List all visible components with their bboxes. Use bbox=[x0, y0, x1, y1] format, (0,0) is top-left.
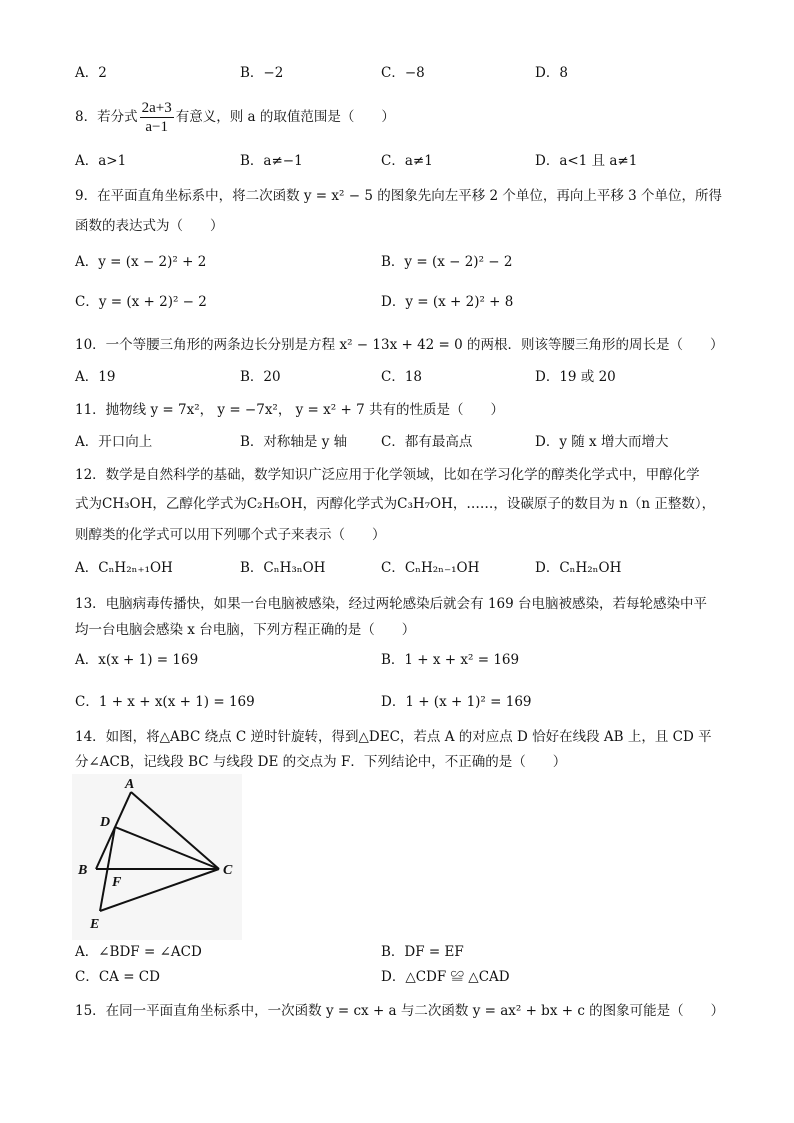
q9-option-b: B．y = (x − 2)² − 2 bbox=[381, 254, 513, 270]
q8-option-a: A．a>1 bbox=[75, 153, 127, 169]
q12-option-c: C．CₙH₂ₙ₋₁OH bbox=[381, 560, 480, 576]
q9-option-c: C．y = (x + 2)² − 2 bbox=[75, 294, 207, 310]
q12-stem-line1: 12．数学是自然科学的基础，数学知识广泛应用于化学领域，比如在学习化学的醇类化学式中，甲醇化学 bbox=[75, 467, 700, 483]
label-B: B bbox=[78, 863, 88, 878]
q9-option-a: A．y = (x − 2)² + 2 bbox=[75, 254, 207, 270]
q8-suffix: 有意义，则 a 的取值范围是（ ） bbox=[175, 109, 395, 125]
q14-stem-line2: 分∠ACB，记线段 BC 与线段 DE 的交点为 F．下列结论中，不正确的是（ ） bbox=[75, 754, 567, 770]
label-F: F bbox=[112, 875, 122, 890]
q11-option-c: C．都有最高点 bbox=[381, 434, 473, 450]
q12-option-a: A．CₙH₂ₙ₊₁OH bbox=[75, 560, 173, 576]
q10-option-d: D．19 或 20 bbox=[535, 369, 616, 385]
q8-fraction-denominator: a−1 bbox=[145, 118, 168, 135]
q9-option-d: D．y = (x + 2)² + 8 bbox=[381, 294, 514, 310]
q8-prefix: 8．若分式 bbox=[75, 109, 138, 125]
q11-option-d: D．y 随 x 增大而增大 bbox=[535, 434, 669, 450]
q13-stem-line1: 13．电脑病毒传播快，如果一台电脑被感染，经过两轮感染后就会有 169 台电脑被感染，若每轮感染中平 bbox=[75, 596, 708, 612]
q8-option-c: C．a≠1 bbox=[381, 153, 433, 169]
q9-stem-line1: 9．在平面直角坐标系中，将二次函数 y = x² − 5 的图象先向左平移 2 个单位，再向上平移 3 个单位，所得 bbox=[75, 188, 723, 204]
q14-option-a: A．∠BDF = ∠ACD bbox=[75, 944, 202, 960]
q12-stem-line2: 式为CH₃OH，乙醇化学式为C₂H₅OH，丙醇化学式为C₃H₇OH，……，设碳原子的数目为 n（n 正整数）， bbox=[75, 496, 716, 512]
q10-option-b: B．20 bbox=[240, 369, 281, 385]
q14-stem-line1: 14．如图，将△ABC 绕点 C 逆时针旋转，得到△DEC，若点 A 的对应点 D 恰好在线段 AB 上，且 CD 平 bbox=[75, 729, 712, 745]
q11-option-a: A．开口向上 bbox=[75, 434, 153, 450]
label-A: A bbox=[125, 777, 135, 792]
q7-option-c: C．−8 bbox=[381, 65, 425, 81]
q14-option-d: D．△CDF ≌ △CAD bbox=[381, 969, 510, 985]
q7-option-d: D．8 bbox=[535, 65, 568, 81]
q13-option-c: C．1 + x + x(x + 1) = 169 bbox=[75, 694, 255, 710]
q15-stem: 15．在同一平面直角坐标系中，一次函数 y = cx + a 与二次函数 y = ax² + bx + c 的图象可能是（ ） bbox=[75, 1003, 725, 1019]
q14-option-c: C．CA = CD bbox=[75, 969, 160, 985]
q13-option-b: B．1 + x + x² = 169 bbox=[381, 652, 520, 668]
q13-option-d: D．1 + (x + 1)² = 169 bbox=[381, 694, 532, 710]
q8-fraction bbox=[140, 99, 174, 136]
q14-option-b: B．DF = EF bbox=[381, 944, 464, 960]
q10-option-c: C．18 bbox=[381, 369, 423, 385]
q7-option-b: B．−2 bbox=[240, 65, 284, 81]
q12-option-b: B．CₙH₃ₙOH bbox=[240, 560, 326, 576]
q8-stem bbox=[75, 96, 395, 138]
figure-background bbox=[72, 774, 242, 940]
label-C: C bbox=[223, 863, 233, 878]
q8-option-d: D．a<1 且 a≠1 bbox=[535, 153, 638, 169]
q8-option-b: B．a≠−1 bbox=[240, 153, 303, 169]
label-D: D bbox=[100, 815, 111, 830]
q7-option-a: A．2 bbox=[75, 65, 107, 81]
label-E: E bbox=[90, 917, 100, 932]
q10-stem: 10．一个等腰三角形的两条边长分别是方程 x² − 13x + 42 = 0 的两根．则该等腰三角形的周长是（ ） bbox=[75, 337, 724, 353]
q9-stem-line2: 函数的表达式为（ ） bbox=[75, 218, 224, 234]
q10-option-a: A．19 bbox=[75, 369, 116, 385]
q11-option-b: B．对称轴是 y 轴 bbox=[240, 434, 348, 450]
q13-stem-line2: 均一台电脑会感染 x 台电脑，下列方程正确的是（ ） bbox=[75, 622, 416, 638]
q13-option-a: A．x(x + 1) = 169 bbox=[75, 652, 199, 668]
q12-option-d: D．CₙH₂ₙOH bbox=[535, 560, 622, 576]
q12-stem-line3: 则醇类的化学式可以用下列哪个式子来表示（ ） bbox=[75, 527, 386, 543]
q8-fraction-numerator: 2a+3 bbox=[141, 99, 172, 116]
q14-triangle-figure bbox=[72, 774, 242, 940]
q11-stem: 11．抛物线 y = 7x²， y = −7x²， y = x² + 7 共有的性质是（ ） bbox=[75, 402, 504, 418]
